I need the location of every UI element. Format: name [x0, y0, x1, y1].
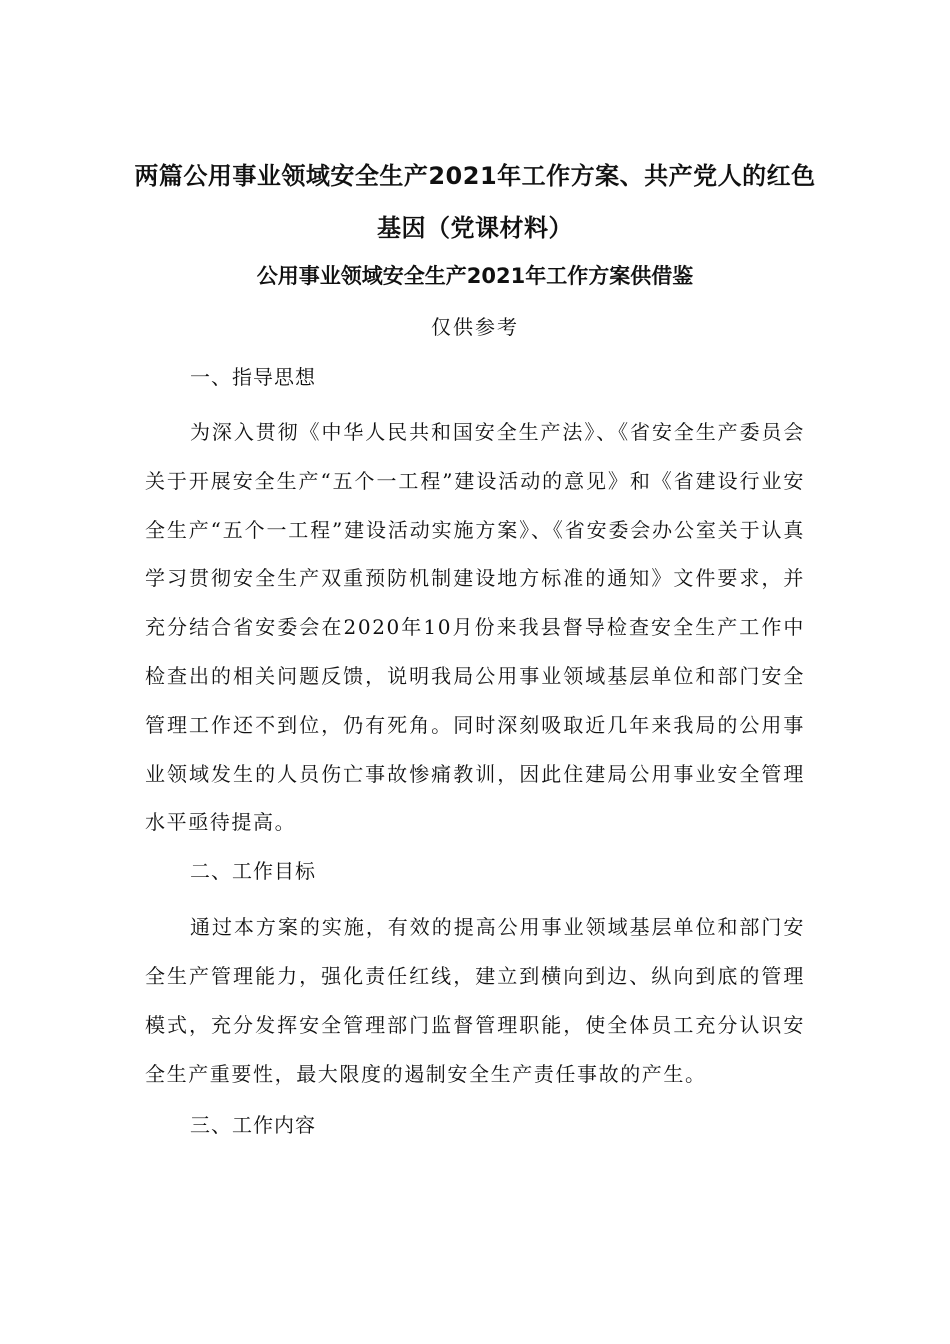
section-heading-work-goals: 二、工作目标 — [190, 859, 316, 884]
section-heading-work-content: 三、工作内容 — [190, 1113, 316, 1138]
reference-note: 仅供参考 — [431, 315, 519, 339]
section-heading-guiding-ideology: 一、指导思想 — [190, 365, 316, 389]
document-subtitle: 公用事业领域安全生产2021年工作方案供借鉴 — [256, 264, 694, 288]
section-paragraph-guiding-ideology: 为深入贯彻《中华人民共和国安全生产法》、《省安全生产委员会关于开展安全生产“五个一工程”建设活动的意见》和《省建设行业安全生产“五个一工程”建设活动实施方案》、《省安委会办公室关于认真学习贯彻安全生产双重预防机制建设地方标准的通知》文件要求，并充分结合省安委会在2020年10月份来我县督导检查安全生产工作中检查出的相关问题反馈，说明我局公用事业领域基层单位和部门安全管理工作还不到位，仍有死角。同时深刻吸取近几年来我局的公用事业领域发生的人员伤亡事故惨痛教训，因此住建局公用事业安全管理水平亟待提高。 — [145, 420, 805, 835]
section-paragraph-work-goals: 通过本方案的实施，有效的提高公用事业领域基层单位和部门安全生产管理能力，强化责任红线，建立到横向到边、纵向到底的管理模式，充分发挥安全管理部门监督管理职能，使全体员工充分认识安全生产重要性，最大限度的遏制安全生产责任事故的产生。 — [145, 915, 805, 1086]
document-title: 两篇公用事业领域安全生产2021年工作方案、共产党人的红色基因（党课材料） — [134, 162, 816, 242]
document-body — [145, 355, 805, 1147]
